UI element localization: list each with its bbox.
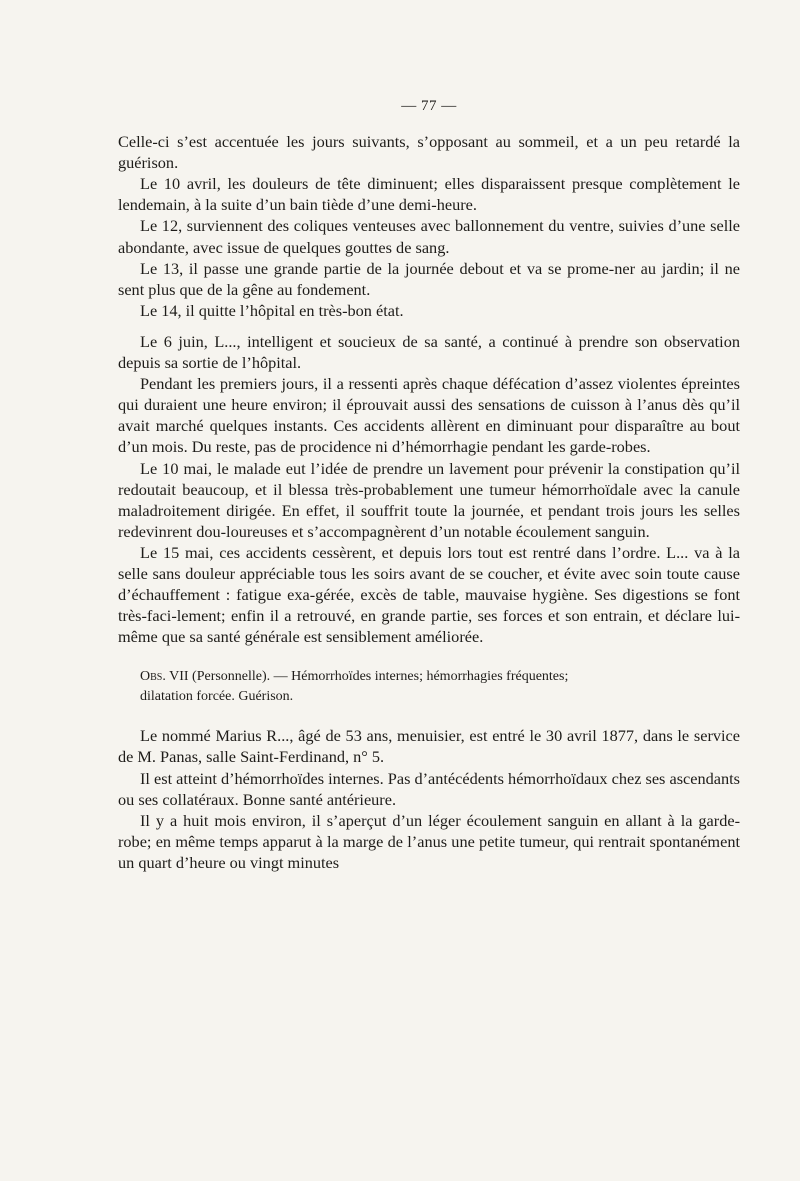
section-spacer — [118, 321, 740, 331]
paragraph: Celle-ci s’est accentuée les jours suivants, s’opposant au sommeil, et a un peu retardé la guérison. — [118, 132, 740, 173]
paragraph: Le 10 avril, les douleurs de tête diminuent; elles disparaissent presque complètement le lendemain, à la suite d’un bain tiède d’une demi-heure. — [118, 174, 740, 215]
observation-label: Obs. — [140, 669, 166, 685]
observation-heading — [118, 667, 740, 687]
paragraph: Le 10 mai, le malade eut l’idée de prendre un lavement pour prévenir la constipation qu’il redoutait beaucoup, et il blessa très-probablement une tumeur hémorrhoïdale avec la canule maladroitement dirigée. En effet, il souffrit toute la journée, et pendant trois jours les selles redevinrent dou-loureuses et s’accompagnèrent d’un notable écoulement sanguin. — [118, 458, 740, 541]
section-hospital-stay — [118, 131, 740, 321]
paragraph: Le 13, il passe une grande partie de la journée debout et va se prome-ner au jardin; il ne sent plus que de la gêne au fondement. — [118, 258, 740, 299]
paragraph: Il y a huit mois environ, il s’aperçut d’un léger écoulement sanguin en allant à la garde-robe; en même temps apparut à la marge de l’anus une petite tumeur, qui rentrait spontanément un quart d’heure ou vingt minutes — [118, 810, 740, 872]
paragraph: Le 12, surviennent des coliques venteuses avec ballonnement du ventre, suivies d’une selle abondante, avec issue de quelques gouttes de sang. — [118, 216, 740, 257]
section-follow-up — [118, 331, 740, 647]
page-number: — 77 — — [401, 98, 457, 114]
paragraph: Pendant les premiers jours, il a ressenti après chaque défécation d’assez violentes épreintes qui duraient une heure environ; il éprouvait aussi des sensations de cuisson à l’anus dès qu’il avait marché quelques instants. Ces accidents allèrent en diminuant pour disparaître au bout d’un mois. Du reste, pas de procidence ni d’hémorrhagie pendant les garde-robes. — [118, 374, 740, 457]
paragraph: Le 6 juin, L..., intelligent et soucieux de sa santé, a continué à prendre son observation depuis sa sortie de l’hôpital. — [118, 331, 740, 373]
paragraph: Le 15 mai, ces accidents cessèrent, et depuis lors tout est rentré dans l’ordre. L... va à la selle sans douleur appréciable tous les soirs avant de se coucher, et évite avec soin toute cause d’échauffement : fatigue exa-gérée, excès de table, mauvaise hygiène. Ses digestions se font très-faci-lement; enfin il a retrouvé, en grande partie, ses forces et son entrain, et déclare lui-même que sa santé générale est sensiblement améliorée. — [118, 542, 740, 647]
observation-title: VII (Personnelle). — Hémorrhoïdes internes; hémorrhagies fréquentes; — [165, 669, 569, 685]
paragraph: Le 14, il quitte l’hôpital en très-bon état. — [140, 300, 404, 320]
section-observation-vii — [118, 725, 740, 873]
paragraph: Le nommé Marius R..., âgé de 53 ans, menuisier, est entré le 30 avril 1877, dans le service de M. Panas, salle Saint-Ferdinand, n° 5. — [118, 726, 740, 767]
paragraph: Il est atteint d’hémorrhoïdes internes. Pas d’antécédents hémorrhoïdaux chez ses ascendants ou ses collatéraux. Bonne santé antérieure. — [118, 768, 740, 809]
observation-subtitle: dilatation forcée. Guérison. — [140, 689, 294, 705]
